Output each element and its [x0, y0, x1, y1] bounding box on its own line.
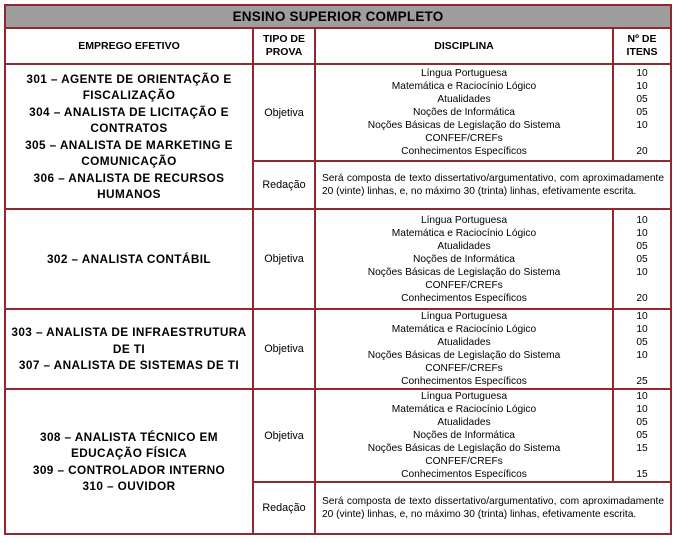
subject-item: Noções Básicas de Legislação do Sistema [367, 266, 561, 278]
exam-type: Objetiva [253, 209, 315, 309]
header-type-line1: TIPO DE [262, 33, 305, 45]
subject-item: Noções de Informática [413, 430, 515, 441]
item-count: 05 [636, 417, 648, 428]
subject-item: Noções de Informática [413, 107, 515, 118]
subject-item: Atualidades [437, 417, 491, 428]
subject-item: Língua Portuguesa [420, 311, 508, 322]
exam-type: Objetiva [253, 64, 315, 161]
item-count: 05 [636, 240, 648, 252]
essay-type: Redação [253, 482, 315, 534]
subject-item: CONFEF/CREFs [425, 456, 503, 467]
essay-type: Redação [253, 161, 315, 209]
item-count: 15 [636, 443, 648, 454]
subject-list [315, 64, 613, 161]
group-2-objective-row [5, 209, 671, 309]
item-count: 10 [636, 68, 648, 79]
item-count: 10 [636, 404, 648, 415]
subject-item: Matemática e Raciocínio Lógico [391, 227, 537, 239]
item-count: 05 [636, 337, 648, 348]
item-count: 10 [636, 311, 648, 322]
job-title: 304 – ANALISTA DE LICITAÇÃO E CONTRATOS [29, 104, 229, 135]
header-subject: DISCIPLINA [315, 28, 613, 64]
job-title: 307 – ANALISTA DE SISTEMAS DE TI [18, 358, 240, 373]
subject-list [315, 309, 613, 389]
subject-item: Conhecimentos Específicos [401, 292, 527, 304]
header-row [5, 28, 671, 64]
subject-item: CONFEF/CREFs [425, 279, 503, 291]
essay-description: Será composta de texto dissertativo/argumentativo, com aproximadamente 20 (vinte) linhas, e, no máximo 30 (trinta) linhas, efetivamente escrita. [315, 482, 671, 534]
item-count: 20 [636, 146, 648, 157]
subject-item: Noções de Informática [413, 253, 515, 265]
item-count: 05 [636, 94, 648, 105]
item-count: 10 [636, 214, 648, 226]
subject-item: Atualidades [437, 94, 491, 105]
item-count-list [613, 309, 671, 389]
item-count: 10 [636, 120, 648, 131]
exam-table [4, 4, 672, 535]
subject-item: Língua Portuguesa [420, 68, 508, 79]
job-title: 308 – ANALISTA TÉCNICO EM EDUCAÇÃO FÍSICA [39, 429, 219, 460]
item-count-list [613, 64, 671, 161]
subject-item: CONFEF/CREFs [425, 363, 503, 374]
group-4-objective-row [5, 389, 671, 482]
header-type-line2: PROVA [265, 46, 303, 58]
job-title: 301 – AGENTE DE ORIENTAÇÃO E FISCALIZAÇÃO [26, 71, 232, 102]
subject-item: Conhecimentos Específicos [401, 469, 527, 480]
subject-list [315, 389, 613, 482]
job-title: 309 – CONTROLADOR INTERNO [32, 462, 226, 477]
header-count-line1: Nº DE [627, 33, 657, 45]
subject-item: Noções Básicas de Legislação do Sistema [367, 443, 561, 454]
item-count: 10 [636, 266, 648, 278]
job-title: 310 – OUVIDOR [82, 479, 176, 493]
item-count [614, 362, 670, 375]
item-count: 10 [636, 227, 648, 239]
subject-item: Matemática e Raciocínio Lógico [391, 324, 537, 335]
item-count: 25 [636, 376, 648, 387]
subject-list [315, 209, 613, 309]
item-count-list [613, 209, 671, 309]
group-1-jobs [5, 64, 253, 209]
subject-item: Língua Portuguesa [420, 391, 508, 402]
group-3-jobs [5, 309, 253, 389]
group-3-objective-row [5, 309, 671, 389]
item-count [614, 132, 670, 145]
item-count [614, 279, 670, 292]
item-count: 20 [636, 292, 648, 304]
group-4-jobs [5, 389, 253, 534]
item-count-list [613, 389, 671, 482]
subject-item: Matemática e Raciocínio Lógico [391, 81, 537, 92]
subject-item: Língua Portuguesa [420, 214, 508, 226]
subject-item: Matemática e Raciocínio Lógico [391, 404, 537, 415]
header-type [253, 28, 315, 64]
subject-item: Noções Básicas de Legislação do Sistema [367, 350, 561, 361]
banner-row [5, 5, 671, 28]
group-1-objective-row [5, 64, 671, 161]
item-count: 10 [636, 350, 648, 361]
subject-item: CONFEF/CREFs [425, 133, 503, 144]
item-count: 10 [636, 81, 648, 92]
job-title: 302 – ANALISTA CONTÁBIL [46, 251, 212, 266]
subject-item: Conhecimentos Específicos [401, 146, 527, 157]
exam-type: Objetiva [253, 309, 315, 389]
item-count: 05 [636, 430, 648, 441]
header-job: EMPREGO EFETIVO [5, 28, 253, 64]
subject-item: Conhecimentos Específicos [401, 376, 527, 387]
job-title: 306 – ANALISTA DE RECURSOS HUMANOS [33, 170, 225, 201]
item-count: 10 [636, 324, 648, 335]
subject-item: Atualidades [437, 337, 491, 348]
item-count: 05 [636, 253, 648, 265]
table-title: ENSINO SUPERIOR COMPLETO [5, 5, 671, 28]
item-count: 10 [636, 391, 648, 402]
job-title: 305 – ANALISTA DE MARKETING E COMUNICAÇÃO [25, 137, 233, 168]
item-count [614, 455, 670, 468]
item-count: 15 [636, 469, 648, 480]
job-title: 303 – ANALISTA DE INFRAESTRUTURA DE TI [11, 325, 247, 356]
item-count: 05 [636, 107, 648, 118]
exam-type: Objetiva [253, 389, 315, 482]
header-count [613, 28, 671, 64]
subject-item: Noções Básicas de Legislação do Sistema [367, 120, 561, 131]
subject-item: Atualidades [437, 240, 491, 252]
essay-description: Será composta de texto dissertativo/argumentativo, com aproximadamente 20 (vinte) linhas, e, no máximo 30 (trinta) linhas, efetivamente escrita. [315, 161, 671, 209]
group-2-jobs [5, 209, 253, 309]
header-count-line2: ITENS [626, 46, 658, 58]
